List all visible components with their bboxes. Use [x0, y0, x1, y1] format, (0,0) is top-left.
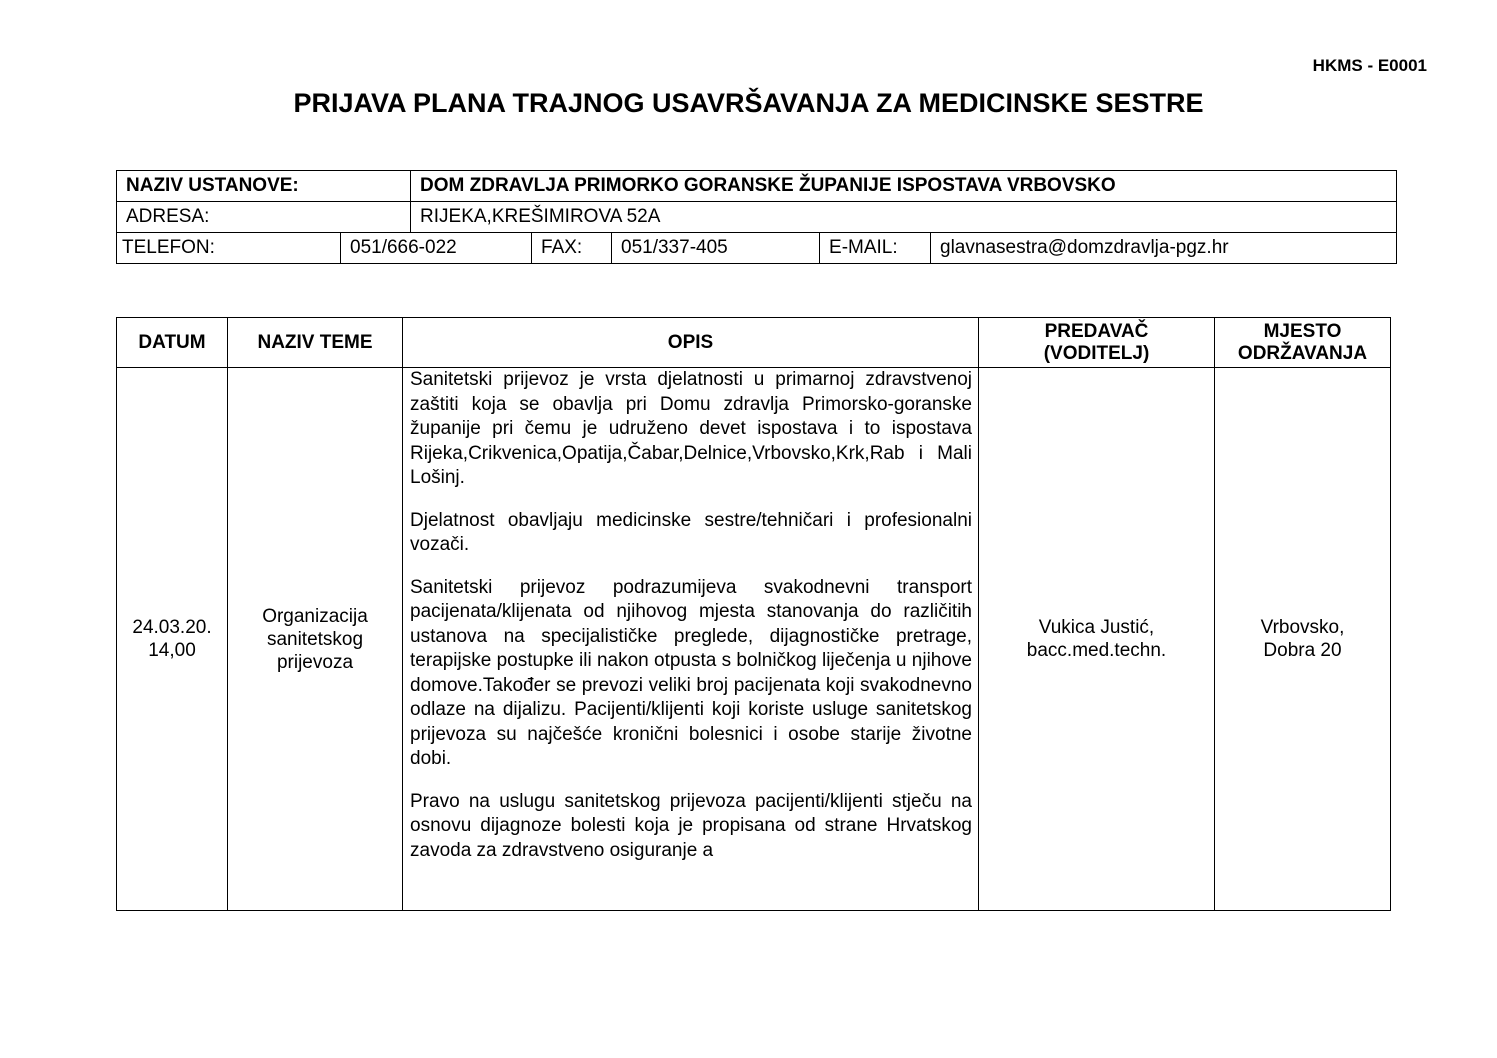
header-topic: NAZIV TEME — [228, 318, 403, 368]
cell-topic — [228, 368, 403, 911]
header-date: DATUM — [117, 318, 228, 368]
address-value: RIJEKA,KREŠIMIROVA 52A — [411, 202, 1397, 233]
description-paragraph: Sanitetski prijevoz podrazumijeva svakodnevni transport pacijenata/klijenata od njihovog mjesta stanovanja do različitih ustanova na specijalističke preglede, dijagnostičke pretrage, terapijske postupke ili nakon otpusta s bolničkog liječenja u njihove domove.Također se prevozi veliki broj pacijenata koji svakodnevno odlaze na dijalizu. Pacijenti/klijenti koji koriste usluge sanitetskog prijevoza su najčešće kronični bolesnici i osobe starije životne dobi. — [410, 576, 972, 769]
header-description: OPIS — [403, 318, 979, 368]
header-location — [1215, 318, 1391, 368]
topic-line: Organizacija — [262, 605, 368, 627]
table-row — [117, 368, 1391, 911]
location-town: Vrbovsko, — [1260, 617, 1345, 638]
phone-value: 051/666-022 — [341, 233, 532, 264]
topic-line: sanitetskog — [266, 628, 364, 650]
header-lecturer-line2: (VODITELJ) — [1043, 342, 1150, 364]
education-plan-table — [116, 317, 1391, 911]
time-text: 14,00 — [148, 640, 196, 661]
date-text: 24.03.20. — [132, 617, 212, 638]
page-title: PRIJAVA PLANA TRAJNOG USAVRŠAVANJA ZA MEDICINSKE SESTRE — [293, 88, 1204, 118]
plan-table-header — [117, 318, 1391, 368]
description-paragraph: Djelatnost obavljaju medicinske sestre/tehničari i profesionalni vozači. — [410, 509, 972, 555]
cell-location — [1215, 368, 1391, 911]
lecturer-name: Vukica Justić, — [1038, 617, 1155, 638]
description-box — [410, 368, 972, 910]
address-label: ADRESA: — [117, 202, 411, 233]
email-value: glavnasestra@domzdravlja-pgz.hr — [931, 233, 1397, 264]
cell-description — [403, 368, 979, 911]
description-paragraph: Pravo na uslugu sanitetskog prijevoza pacijenti/klijenti stječu na osnovu dijagnoze bolesti koja je propisana od strane Hrvatskog zavoda za zdravstveno osiguranje a — [410, 790, 972, 861]
fax-value: 051/337-405 — [612, 233, 820, 264]
cell-lecturer — [979, 368, 1215, 911]
description-paragraph: Sanitetski prijevoz je vrsta djelatnosti u primarnoj zdravstvenoj zaštiti koja se obavlja pri Domu zdravlja Primorsko-goranske županije pri čemu je udruženo devet ispostava i to ispostava Rijeka,Crikvenica,Opatija,Čabar,Delnice,Vrbovsko,Krk,Rab i Mali Lošinj. — [410, 369, 972, 488]
fax-label: FAX: — [532, 233, 612, 264]
institution-address-row — [117, 202, 1397, 233]
phone-label: TELEFON: — [117, 233, 341, 264]
header-location-line1: MJESTO — [1263, 320, 1342, 342]
email-label: E-MAIL: — [820, 233, 931, 264]
institution-name-value: DOM ZDRAVLJA PRIMORKO GORANSKE ŽUPANIJE ISPOSTAVA VRBOVSKO — [411, 171, 1397, 202]
institution-info-table — [116, 170, 1397, 264]
cell-date — [117, 368, 228, 911]
topic-line: prijevoza — [276, 651, 354, 673]
institution-name-row — [117, 171, 1397, 202]
location-address: Dobra 20 — [1263, 640, 1342, 661]
header-lecturer — [979, 318, 1215, 368]
header-location-line2: ODRŽAVANJA — [1237, 342, 1368, 364]
institution-contact-row — [117, 233, 1397, 264]
institution-name-label: NAZIV USTANOVE: — [117, 171, 411, 202]
header-lecturer-line1: PREDAVAČ — [1044, 320, 1149, 342]
lecturer-title: bacc.med.techn. — [1026, 640, 1167, 661]
form-code: HKMS - E0001 — [1312, 56, 1427, 75]
